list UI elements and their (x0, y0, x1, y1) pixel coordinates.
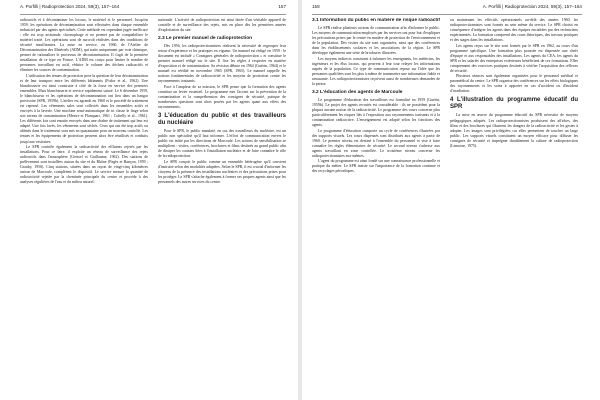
paragraph: Les agents reçus sur le site sont formés par le SPR en 1962, au cours d'un programme spécifique. Une formation plus poussée est dispensée aux chefs d'équipe et aux responsables des installations. Les agents du CEA, les agents du SPR et les salariés des entreprises extérieures bénéficient de ces formations. Elles comprennent des exercices pratiques destinés à vérifier l'acquisition des réflexes de sécurité. (450, 43, 578, 73)
paragraph: Face à l'ampleur de sa mission, le SPR pense que la formation des agents constitue un levier essentiel. Le programme met l'accent sur la prévention de la contamination et la compréhension des consignes de sécurité, puisque de nombreuses questions sont alors posées par les agents quant aux effets des rayonnements. (158, 84, 286, 110)
section-heading: 3.2 L'éducation des agents de Marcoule (312, 89, 403, 95)
paragraph: Le programme d'éducation comporte un cycle de conférences illustrées par des supports visuels. Les cours dispensés sont distribués aux agents à partir de 1960. Le premier niveau est destiné à l'ensemble du personnel et vise à faire connaître les règles élémentaires de sécurité. Le second niveau s'adresse aux agents travaillant en zone contrôlée. Le troisième niveau concerne les radioprotectionnistes eux-mêmes. (312, 128, 440, 158)
section-heading: 4 L'illustration du programme éducatif du SPR (450, 97, 578, 111)
paragraph: Le SPR conçoit le public comme un ensemble hétérogène qu'il convient d'instruire selon des modalités adaptées. Selon le SPR, il est crucial d'informer les citoyens de la présence des installations nucléaires et des précautions prises pour les protéger. Le SPR s'attache également à former ses propres agents ainsi que les personnels des autres services du centre. (158, 159, 286, 184)
section-heading: 2.3 Le premier manuel de radioprotection (158, 36, 253, 42)
left-page (0, 0, 296, 400)
header-rule (312, 14, 582, 15)
running-header (312, 4, 582, 14)
paragraph: Les moyens indirects consistent à informer les enseignants, les médecins, les ingénieurs et les élus locaux, qui peuvent à leur tour relayer les informations auprès de la population. Ce type de communication repose sur l'idée que les personnes qualifiées sont les plus à même de transmettre une information fiable et rassurante. Les radioprotectionnistes reçoivent aussi de nombreuses demandes de la presse. (312, 56, 440, 86)
section-heading: 3 L'éducation du public et des travailleurs du nucléaire (158, 113, 286, 127)
page-number: 157 (278, 4, 286, 9)
paragraph: radioactifs et à décontaminer les locaux, le matériel et le personnel. Jusqu'en 1959, les opérations de décontamination sont effectuées dans chaque ensemble industriel par des agents spécialisés. Cette méthode est cependant jugée inefficace : elle est trop artisanale, chronophage et ne permet pas de comptabiliser le matériel traité. Les opérations sont de surcroît réalisées dans des conditions de sécurité insuffisantes. La mise en service, en 1960, de l'Atelier de Décontamination des Matériels (ADM), qui traite uniquement par voie chimique, permet de rationaliser le processus de décontamination. Il s'agit de la première installation de ce type en France. L'ADM est conçu pour limiter le nombre de personnes travaillant en actif, réduire le volume des déchets radioactifs et éliminer les sources de contamination. (20, 18, 148, 73)
paragraph: Plusieurs séances sont également organisées pour le personnel médical et paramédical du centre. Le SPR organise des conférences sur les effets biologiques des rayonnements et les soins à apporter en cas d'accident ou d'incident d'irradiation. (450, 74, 578, 94)
paragraph: Le SPR contrôle également la radioactivité des effluents rejetés par les installations. Pour ce faire, il exploite un réseau de surveillance des rejets radioactifs dans l'atmosphère (Geissel et Guillaume, 1962). Des stations de prélèvement sont installées autour du site et du Rhône (Pagès et Rançon, 1959 ; Grauby, 1956). Cinq stations, situées dans un rayon de vingt-cinq kilomètres autour de Marcoule, complètent le dispositif. Le service mesure la quantité de radioactivité rejetée par la cheminée principale du centre et procède à des analyses régulières de l'eau et du milieu naturel. (20, 144, 148, 185)
header-citation: A. Porfilli | Radioprotection 2024, 59(3), 157–164 (20, 4, 120, 9)
page-number: 158 (312, 4, 320, 9)
header-rule (20, 14, 286, 15)
section-heading: 3.1 Information du public en matière de risque radioactif (312, 18, 440, 23)
paragraph: Dès 1956, les radioprotectionnistes réalisent la nécessité de regrouper leur retour d'expérience et les pratiques en vigueur. Un manuel est rédigé en 1959 : le document est intitulé « Consignes générales de radioprotection » et constitue le premier manuel rédigé sur le site. Il fixe les règles à respecter en matière d'exposition et de contamination. Sa révision débute en 1964 (Guérin, 1964) et le manuel est réédité en novembre 1965 (SPR, 1965). Le manuel rappelle les notions fondamentales de radioactivité et les moyens de protection contre les rayonnements ionisants. (158, 44, 286, 84)
paragraph: L'agent du programme est ainsi fondé sur une connaissance professionnelle et pratique du métier. Le SPR insiste sur l'importance de la formation continue et des recyclages périodiques. (312, 159, 440, 174)
text-column (20, 18, 148, 392)
paragraph: Pour le SPR, le public mandaté, en sus des travailleurs du nucléaire, est un public non spécialisé qu'il faut informer. L'effort de communication envers le public est initié par les directions de Marcoule. Les actions de sensibilisation se multiplient : visites, conférences, brochures et films destinés au grand public afin de dissiper les craintes liées à l'installation nucléaire et de faire connaître le rôle de la radioprotection. (158, 129, 286, 159)
paragraph: La mise en œuvre du programme éducatif du SPR nécessite de moyens pédagogiques adaptés. Les radioprotectionnistes produisent des affiches, des films et des brochures qui illustrent les dangers de la radioactivité et les gestes à adopter. Les images sont privilégiées car elles permettent de toucher un large public. Les supports visuels constituent un moyen efficace pour diffuser les consignes de sécurité et imprégner durablement la culture de radioprotection (Lemoine, 1975). (450, 113, 578, 148)
paragraph: nationale. L'activité de radioprotection est ainsi dotée d'un véritable appareil de contrôle et de surveillance des rejets, mis en place dès les premières années d'exploitation du site. (158, 18, 286, 33)
paragraph: Le SPR réalise plusieurs actions de communication afin d'informer le public. Les moyens de communication employés par les services ont pour but d'expliquer les précautions prises par le centre en matière de protection de l'environnement et de la population. Des visites du site sont organisées, ainsi que des conférences dans les établissements scolaires et les associations de la région. Le SPR développe également une série de brochures illustrées. (312, 26, 440, 56)
text-column (158, 18, 286, 392)
text-column (312, 18, 440, 392)
running-header (20, 4, 286, 14)
paragraph: Le programme d'éducation des travailleurs est formalisé en 1959 (Guérin, 1959b). Le projet des agents recrutés est considérable : ils ne possèdent pour la plupart aucune notion de la radioactivité. Le programme des cours concerne plus particulièrement les risques liés à l'exposition aux rayonnements ionisants et à la contamination radioactive. L'enseignement est adapté selon les fonctions des agents. (312, 97, 440, 128)
paragraph: L'utilisation des tenues de protection pose la question de leur décontamination et de leur transport entre les différents bâtiments (Fodor et al., 1962). Une blanchisserie est ainsi construite à côté de la fosse en service des premiers ensembles. Mais blanchisserie et service rapidement saturé. Le 6 décembre 1959, le blanchisseur et les opérations de décontamination ont lieu dans un hangar provisoire (SPR, 1959b). L'atelier est agrandi en 1960 et le procédé de traitement est repensé. Les vêtements sales sont collectés dans les ensembles actifs et envoyés à la laverie. Une machine semi-automatique de tri classe le linge selon son niveau de contamination (Mestre et Flanquart, 1961 ; Coltelly et al., 1961). Les différents lots sont ensuite envoyés dans une chaîne de traitement qui leur est adapté. Une fois lavés, les vêtements sont séchés. Ceux qui ont été trop actifs ou abîmés dans le traitement sont mis en quarantaine pour un nouveau contrôle. Les tenues et les équipements de protection peuvent alors être réutilisés et conduits jusqu'aux vestiaires. (20, 73, 148, 144)
page-gutter (298, 0, 302, 400)
header-citation: A. Porfilli | Radioprotection 2024, 59(3), 157–164 (482, 4, 582, 9)
right-page (304, 0, 600, 400)
text-column (450, 18, 578, 392)
paragraph: ou maintenant les effectifs opérationnels au-delà des années 1960, les radioprotectionnistes sont formés au sein même du service. Le SPR choisit en conséquence d'intégrer les agents dans des équipes encadrées par des techniciens expérimentés. La formation comprend des cours théoriques, des travaux pratiques et des stages dans les installations. (450, 18, 578, 43)
